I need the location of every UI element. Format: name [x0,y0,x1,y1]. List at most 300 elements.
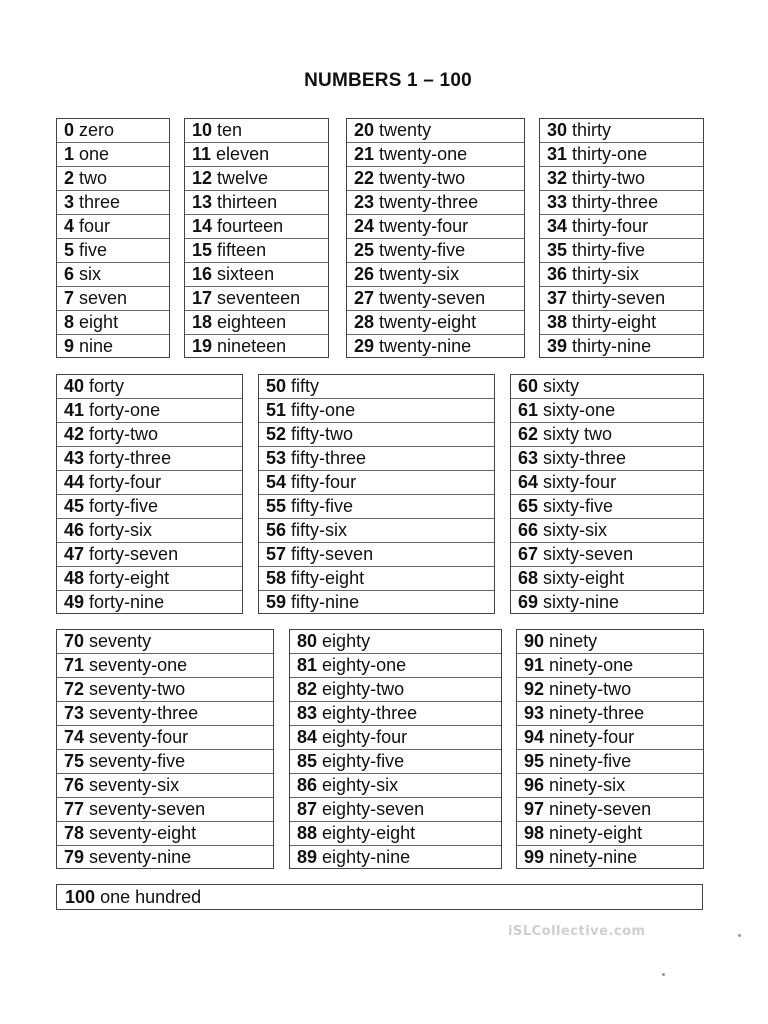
number-word: four [79,216,111,236]
number-word: forty-seven [89,544,179,564]
number-row [57,591,242,615]
number-digit: 14 [192,216,213,236]
number-digit: 2 [64,168,75,188]
number-word: forty [89,376,125,396]
number-row [347,167,524,191]
number-word: sixty-three [543,448,627,468]
number-word: forty-three [89,448,172,468]
number-word: sixty-eight [543,568,625,588]
number-digit: 69 [518,592,539,612]
number-row [511,495,703,519]
number-row [259,399,494,423]
number-digit: 93 [524,703,545,723]
number-word: nine [79,336,114,356]
number-row [540,335,703,359]
number-word: twenty-one [379,144,468,164]
number-row [57,798,273,822]
number-digit: 86 [297,775,318,795]
number-word: sixteen [217,264,275,284]
number-row [57,239,169,263]
watermark: iSLCollective.com [508,924,646,939]
number-digit: 35 [547,240,568,260]
number-row [540,143,703,167]
number-row [185,143,328,167]
number-row [57,495,242,519]
number-table-60-69 [510,374,704,614]
number-word: forty-eight [89,568,170,588]
number-word: ten [217,120,243,140]
number-digit: 4 [64,216,75,236]
number-row [57,750,273,774]
number-digit: 23 [354,192,375,212]
number-digit: 74 [64,727,85,747]
number-digit: 75 [64,751,85,771]
number-digit: 77 [64,799,85,819]
number-row [517,702,703,726]
number-digit: 16 [192,264,213,284]
number-digit: 76 [64,775,85,795]
number-table-90-99 [516,629,704,869]
number-row [259,375,494,399]
number-digit: 9 [64,336,75,356]
number-row [57,471,242,495]
number-digit: 91 [524,655,545,675]
number-word: sixty-one [543,400,616,420]
number-word: seventeen [217,288,301,308]
number-word: eighty-four [322,727,408,747]
number-word: three [79,192,121,212]
number-row [347,263,524,287]
number-word: twenty-two [379,168,466,188]
number-word: eighty-one [322,655,407,675]
number-digit: 48 [64,568,85,588]
number-row [57,702,273,726]
number-word: thirty-three [572,192,659,212]
number-word: fifty-seven [291,544,374,564]
number-row [517,654,703,678]
number-row [290,750,501,774]
number-row [511,375,703,399]
number-digit: 84 [297,727,318,747]
number-digit: 54 [266,472,287,492]
number-row [290,774,501,798]
number-row [347,239,524,263]
number-row [290,654,501,678]
number-row [517,678,703,702]
number-row [290,678,501,702]
number-digit: 89 [297,847,318,867]
number-word: fifty-eight [291,568,365,588]
number-word: sixty two [543,424,613,444]
number-row [347,287,524,311]
page-title: NUMBERS 1 – 100 [304,70,472,91]
number-digit: 90 [524,631,545,651]
number-digit: 61 [518,400,539,420]
number-word: eighty-nine [322,847,411,867]
number-word: sixty-five [543,496,614,516]
number-digit: 45 [64,496,85,516]
number-row [511,471,703,495]
number-word: fifty-two [291,424,354,444]
number-word: thirty-two [572,168,646,188]
number-row [57,519,242,543]
number-word: nineteen [217,336,287,356]
number-digit: 46 [64,520,85,540]
number-digit: 41 [64,400,85,420]
number-word: twelve [217,168,269,188]
number-row [185,287,328,311]
number-word: forty-one [89,400,161,420]
number-digit: 24 [354,216,375,236]
number-word: thirteen [217,192,278,212]
number-row [511,399,703,423]
number-row [57,399,242,423]
number-word: ninety-one [549,655,634,675]
number-word: sixty [543,376,580,396]
number-digit: 32 [547,168,568,188]
number-word: fifty-five [291,496,354,516]
number-row [540,119,703,143]
number-word: twenty-six [379,264,460,284]
number-word: two [79,168,108,188]
number-digit: 99 [524,847,545,867]
number-digit: 67 [518,544,539,564]
number-row [185,311,328,335]
number-digit: 19 [192,336,213,356]
number-row [511,447,703,471]
number-word: thirty-nine [572,336,652,356]
number-word: thirty-five [572,240,646,260]
number-digit: 56 [266,520,287,540]
number-digit: 100 [65,887,96,907]
number-row [517,750,703,774]
number-row [347,119,524,143]
number-word: zero [79,120,115,140]
number-digit: 42 [64,424,85,444]
number-digit: 60 [518,376,539,396]
number-word: seventy-three [89,703,199,723]
number-digit: 81 [297,655,318,675]
number-word: fifty-four [291,472,357,492]
number-digit: 66 [518,520,539,540]
number-digit: 0 [64,120,75,140]
number-digit: 44 [64,472,85,492]
number-row [259,591,494,615]
number-word: sixty-seven [543,544,634,564]
number-row [347,335,524,359]
number-word: thirty-six [572,264,640,284]
number-row [290,846,501,870]
number-word: one [79,144,110,164]
number-row [57,654,273,678]
number-digit: 25 [354,240,375,260]
number-row [57,143,169,167]
number-digit: 52 [266,424,287,444]
number-digit: 11 [192,144,212,164]
number-row [540,167,703,191]
number-row [517,846,703,870]
number-word: seventy-four [89,727,189,747]
number-digit: 33 [547,192,568,212]
number-digit: 94 [524,727,545,747]
number-digit: 78 [64,823,85,843]
number-row [57,215,169,239]
number-digit: 85 [297,751,318,771]
number-digit: 21 [354,144,375,164]
number-word: eighty-two [322,679,405,699]
number-digit: 62 [518,424,539,444]
number-word: seventy [89,631,152,651]
number-word: sixty-six [543,520,608,540]
number-word: fourteen [217,216,284,236]
number-word: eight [79,312,119,332]
number-digit: 53 [266,448,287,468]
number-word: fifty [291,376,320,396]
number-word: seventy-six [89,775,180,795]
number-digit: 43 [64,448,85,468]
number-row [511,567,703,591]
number-row [57,167,169,191]
number-digit: 98 [524,823,545,843]
number-row [517,630,703,654]
number-row [259,423,494,447]
number-digit: 1 [64,144,75,164]
number-digit: 40 [64,376,85,396]
number-word: five [79,240,108,260]
number-word: twenty-seven [379,288,486,308]
number-digit: 73 [64,703,85,723]
number-word: thirty-one [572,144,648,164]
number-word: ninety-seven [549,799,652,819]
number-word: one hundred [100,887,202,907]
number-digit: 65 [518,496,539,516]
number-row [290,702,501,726]
number-digit: 10 [192,120,213,140]
number-word: forty-two [89,424,159,444]
number-row [57,423,242,447]
number-word: sixty-nine [543,592,620,612]
number-word: seven [79,288,128,308]
number-word: forty-nine [89,592,165,612]
number-row [290,630,501,654]
number-word: thirty-four [572,216,649,236]
number-row [57,311,169,335]
number-word: seventy-eight [89,823,197,843]
number-digit: 87 [297,799,318,819]
number-table-10-19 [184,118,329,358]
number-row [57,543,242,567]
number-word: seventy-nine [89,847,192,867]
number-word: six [79,264,102,284]
number-digit: 64 [518,472,539,492]
number-row [185,119,328,143]
number-digit: 47 [64,544,85,564]
number-word: thirty [572,120,612,140]
number-digit: 68 [518,568,539,588]
number-row [511,543,703,567]
number-row [517,726,703,750]
number-row [259,519,494,543]
number-digit: 38 [547,312,568,332]
number-digit: 13 [192,192,213,212]
number-digit: 31 [547,144,568,164]
number-table-30-39 [539,118,704,358]
number-row [540,311,703,335]
number-digit: 30 [547,120,568,140]
number-word: fifteen [217,240,267,260]
number-word: forty-six [89,520,153,540]
number-row [57,263,169,287]
number-digit: 22 [354,168,375,188]
number-digit: 82 [297,679,318,699]
number-word: eleven [216,144,270,164]
number-word: twenty-four [379,216,469,236]
number-word: twenty-eight [379,312,477,332]
number-row [259,447,494,471]
number-digit: 57 [266,544,287,564]
number-word: forty-four [89,472,162,492]
number-word: eighty-eight [322,823,416,843]
number-row [511,423,703,447]
number-word: twenty-five [379,240,466,260]
number-word: eighty-six [322,775,399,795]
number-row [57,567,242,591]
number-digit: 97 [524,799,545,819]
number-digit: 36 [547,264,568,284]
number-digit: 27 [354,288,375,308]
number-table-40-49 [56,374,243,614]
number-row [57,375,242,399]
number-digit: 37 [547,288,568,308]
number-row [290,798,501,822]
number-digit: 63 [518,448,539,468]
number-digit: 18 [192,312,213,332]
number-row [259,543,494,567]
number-word: fifty-three [291,448,367,468]
number-table-70-79 [56,629,274,869]
number-digit: 34 [547,216,568,236]
number-row [185,263,328,287]
number-row [511,591,703,615]
number-digit: 55 [266,496,287,516]
number-row [57,774,273,798]
number-row [57,630,273,654]
number-row [511,519,703,543]
number-digit: 28 [354,312,375,332]
number-word: eighty-seven [322,799,425,819]
number-word: ninety [549,631,598,651]
number-word: twenty [379,120,432,140]
number-row [57,287,169,311]
number-word: forty-five [89,496,159,516]
number-digit: 15 [192,240,213,260]
number-row [290,822,501,846]
number-word: ninety-three [549,703,645,723]
number-word: fifty-nine [291,592,360,612]
number-word: seventy-one [89,655,188,675]
number-digit: 96 [524,775,545,795]
number-digit: 70 [64,631,85,651]
number-digit: 79 [64,847,85,867]
number-word: seventy-five [89,751,186,771]
number-row [57,726,273,750]
number-digit: 49 [64,592,85,612]
number-digit: 8 [64,312,75,332]
number-word: ninety-five [549,751,632,771]
number-word: eighty-five [322,751,405,771]
scan-speck [738,934,741,937]
scan-speck [662,973,665,976]
number-word: ninety-four [549,727,635,747]
number-row [540,215,703,239]
number-digit: 80 [297,631,318,651]
number-table-20-29 [346,118,525,358]
number-digit: 59 [266,592,287,612]
number-word: thirty-eight [572,312,657,332]
number-word: ninety-nine [549,847,638,867]
number-digit: 6 [64,264,75,284]
number-digit: 83 [297,703,318,723]
number-row [259,495,494,519]
number-digit: 17 [192,288,213,308]
number-row [57,846,273,870]
number-digit: 26 [354,264,375,284]
number-row [517,798,703,822]
number-digit: 39 [547,336,568,356]
number-row [517,774,703,798]
number-word: fifty-one [291,400,356,420]
number-table-50-59 [258,374,495,614]
number-table-80-89 [289,629,502,869]
number-word: sixty-four [543,472,617,492]
number-row [57,119,169,143]
number-digit: 29 [354,336,375,356]
number-word: seventy-seven [89,799,206,819]
number-row [185,335,328,359]
number-word: ninety-six [549,775,626,795]
number-digit: 7 [64,288,75,308]
number-digit: 71 [64,655,85,675]
number-digit: 12 [192,168,213,188]
number-row [347,191,524,215]
number-row [347,311,524,335]
number-row [347,215,524,239]
number-digit: 3 [64,192,75,212]
number-digit: 51 [266,400,287,420]
number-digit: 88 [297,823,318,843]
number-row [517,822,703,846]
number-row [259,471,494,495]
number-row [185,191,328,215]
number-word: ninety-two [549,679,632,699]
number-digit: 72 [64,679,85,699]
number-row [347,143,524,167]
number-word: thirty-seven [572,288,666,308]
number-word: twenty-three [379,192,479,212]
number-word: seventy-two [89,679,186,699]
number-word: ninety-eight [549,823,643,843]
number-digit: 50 [266,376,287,396]
number-digit: 5 [64,240,75,260]
number-row [57,447,242,471]
number-row [290,726,501,750]
number-row [57,335,169,359]
number-row [185,167,328,191]
number-row [185,215,328,239]
number-digit: 58 [266,568,287,588]
number-word: eighty-three [322,703,418,723]
number-digit: 92 [524,679,545,699]
